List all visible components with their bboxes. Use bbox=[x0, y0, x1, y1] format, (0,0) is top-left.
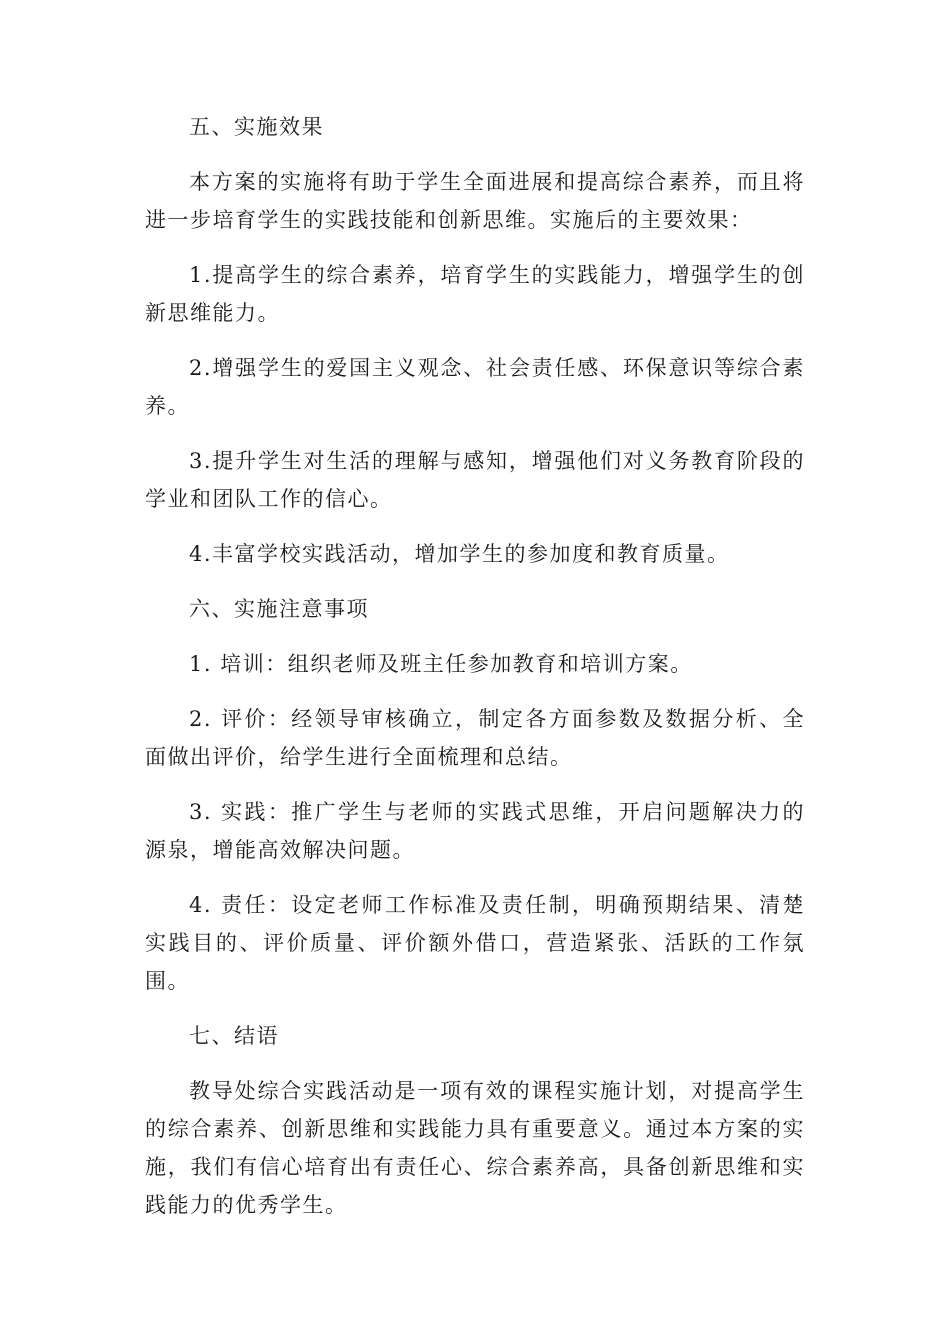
document-body bbox=[145, 108, 805, 1241]
effect-item-3: 3.提升学生对生活的理解与感知，增强他们对义务教育阶段的学业和团队工作的信心。 bbox=[145, 449, 805, 511]
note-item-1: 1. 培训：组织老师及班主任参加教育和培训方案。 bbox=[189, 652, 693, 676]
note-item-4: 4. 责任：设定老师工作标准及责任制，明确预期结果、清楚实践目的、评价质量、评价额外借口，营造紧张、活跃的工作氛围。 bbox=[145, 893, 805, 993]
effect-item-2: 2.增强学生的爱国主义观念、社会责任感、环保意识等综合素养。 bbox=[145, 356, 805, 418]
section-five-intro: 本方案的实施将有助于学生全面进展和提高综合素养，而且将进一步培育学生的实践技能和创新思维。实施后的主要效果： bbox=[145, 170, 805, 232]
section-five-heading: 五、实施效果 bbox=[189, 115, 324, 139]
effect-item-1: 1.提高学生的综合素养，培育学生的实践能力，增强学生的创新思维能力。 bbox=[145, 263, 805, 325]
note-item-3: 3. 实践：推广学生与老师的实践式思维，开启问题解决力的源泉，增能高效解决问题。 bbox=[145, 800, 805, 862]
section-six-heading: 六、实施注意事项 bbox=[189, 597, 369, 621]
conclusion-paragraph: 教导处综合实践活动是一项有效的课程实施计划，对提高学生的综合素养、创新思维和实践能力具有重要意义。通过本方案的实施，我们有信心培育出有责任心、综合素养高，具备创新思维和实践能力的优秀学生。 bbox=[145, 1079, 805, 1217]
effect-item-4: 4.丰富学校实践活动，增加学生的参加度和教育质量。 bbox=[189, 542, 730, 566]
section-seven-heading: 七、结语 bbox=[189, 1024, 279, 1048]
note-item-2: 2. 评价：经领导审核确立，制定各方面参数及数据分析、全面做出评价，给学生进行全面梳理和总结。 bbox=[145, 707, 805, 769]
